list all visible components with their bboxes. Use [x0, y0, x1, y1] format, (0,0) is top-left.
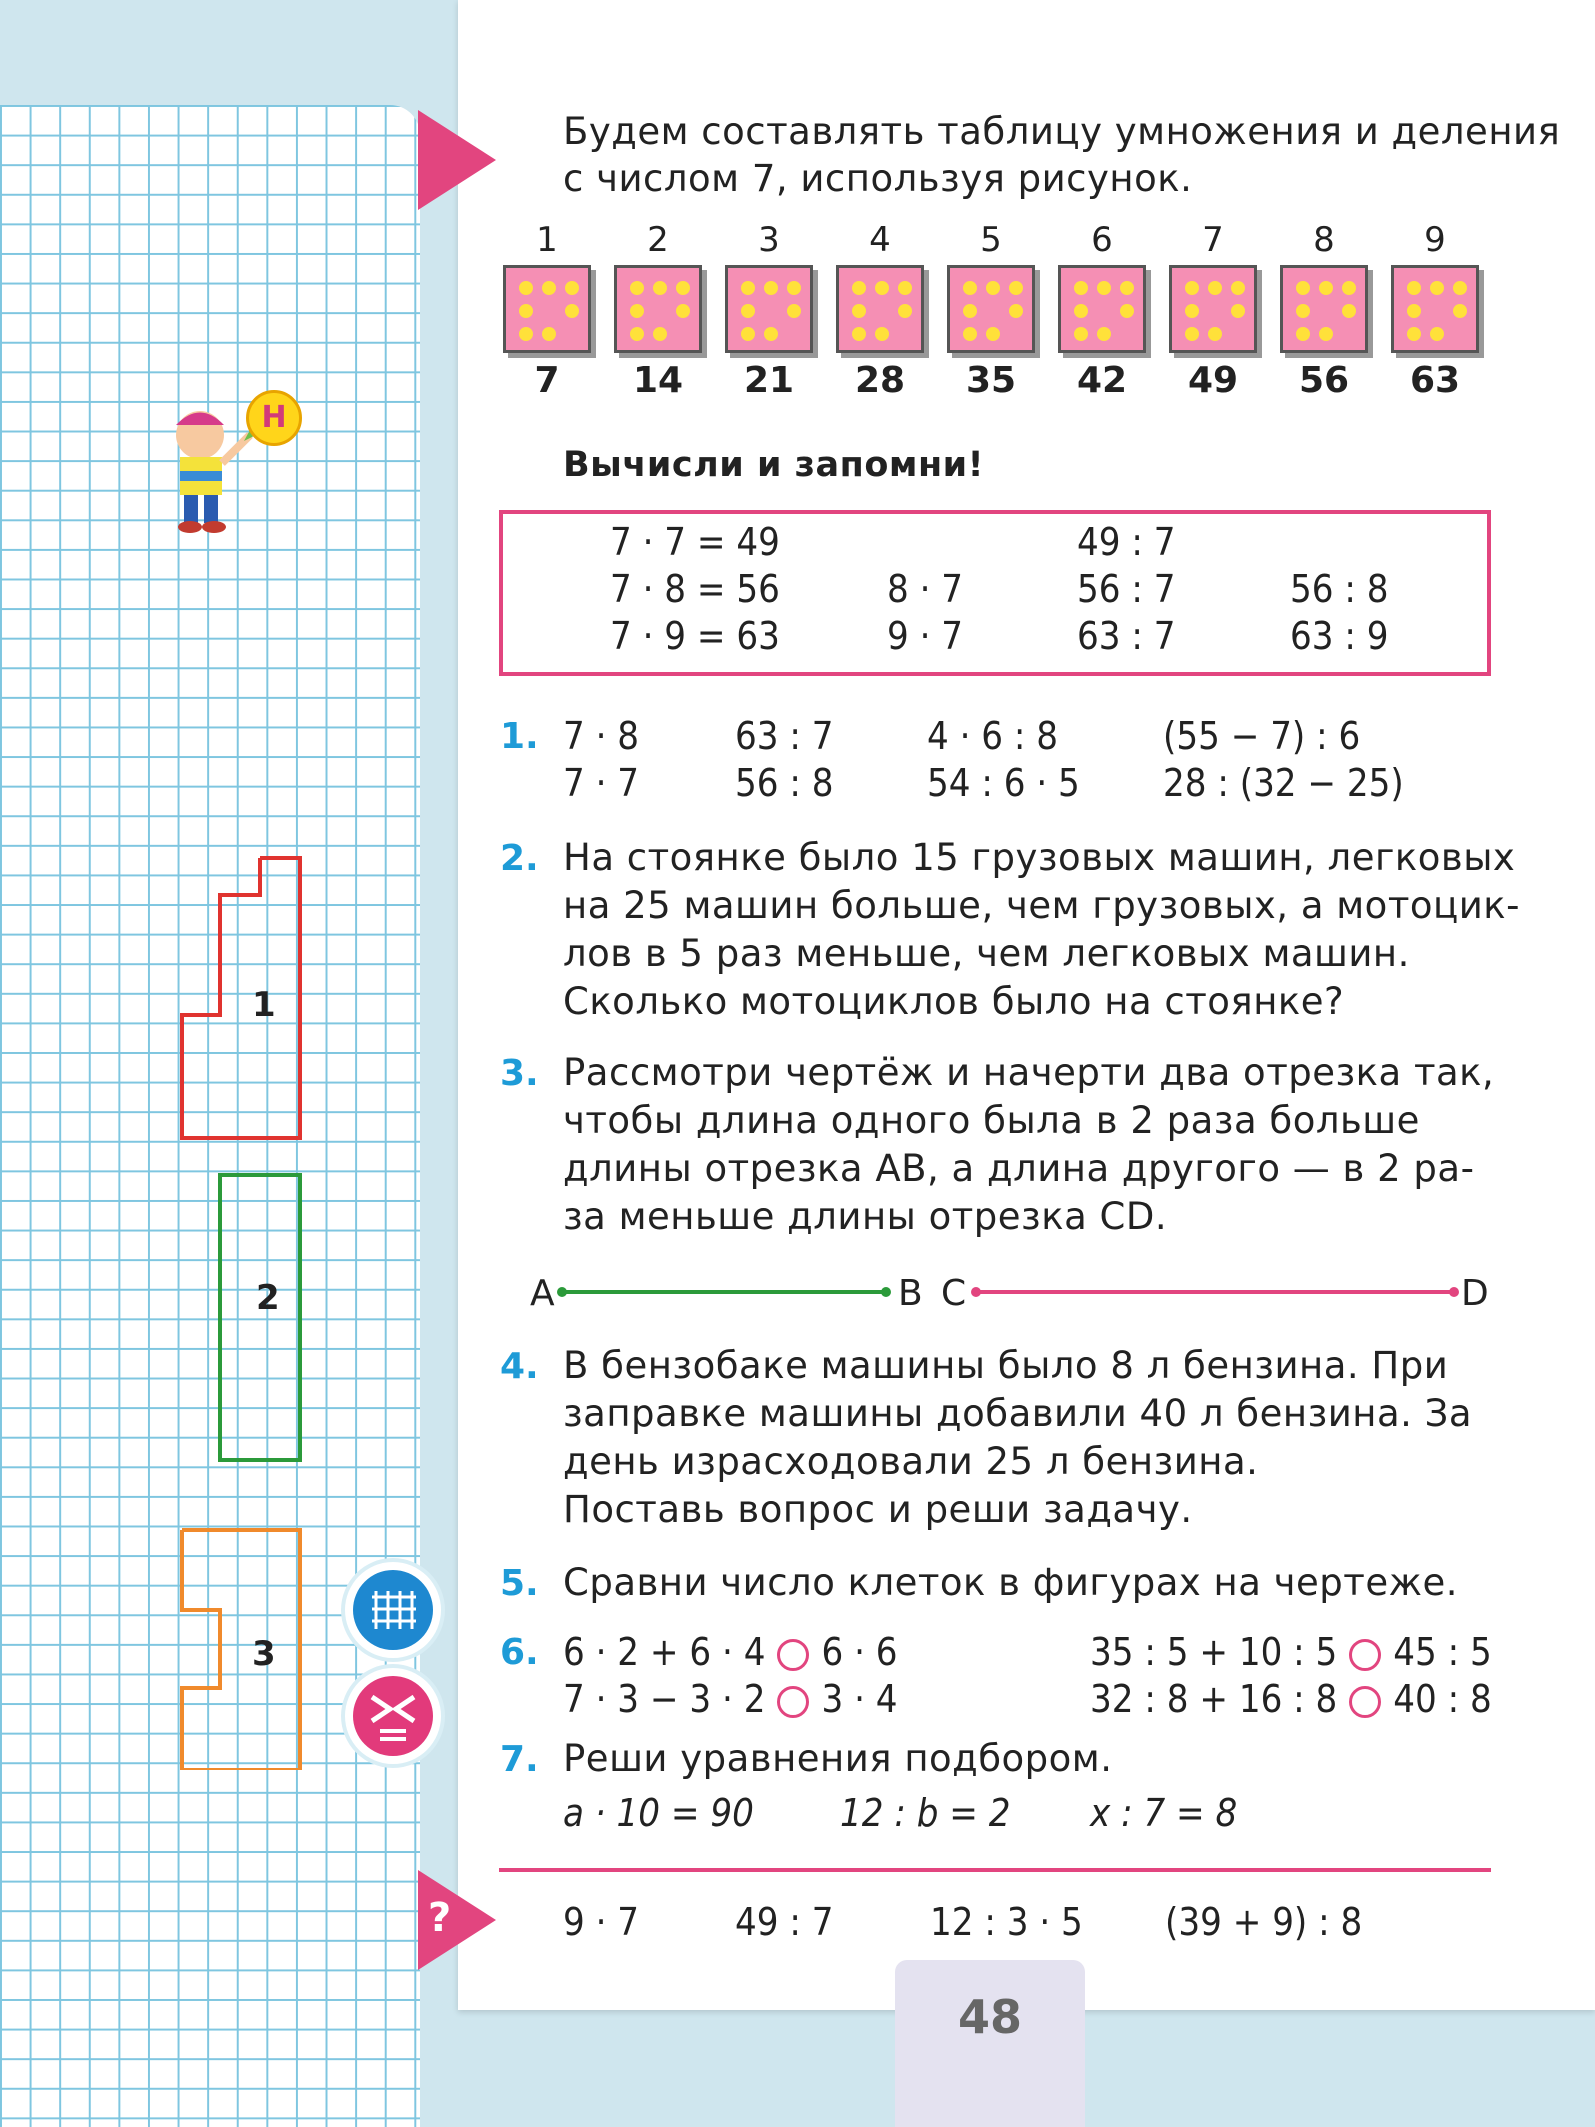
task-6-row-2 — [563, 1677, 898, 1721]
box-c4-r2: 56 : 8 — [1290, 567, 1389, 611]
die-product-label: 56 — [1298, 360, 1350, 401]
die-product-label: 35 — [965, 360, 1017, 401]
task-2-line-4: Сколько мотоциклов было на стоянке? — [563, 980, 1345, 1023]
compare-circle[interactable] — [777, 1686, 809, 1718]
seven-dot-die-icon — [836, 265, 924, 353]
task-4-number: 4. — [500, 1346, 539, 1387]
task-1-r2-d: 28 : (32 − 25) — [1163, 761, 1404, 805]
die-product-label: 7 — [534, 360, 560, 401]
compare-icon[interactable] — [352, 1675, 434, 1757]
box-c3-r3: 63 : 7 — [1077, 614, 1176, 658]
compare-circle[interactable] — [777, 1639, 809, 1671]
task-3-line-1: Рассмотри чертёж и начерти два отрезка так, — [563, 1051, 1495, 1094]
intro-line-1: Будем составлять таблицу умножения и деления — [563, 110, 1561, 153]
box-c3-r1: 49 : 7 — [1077, 520, 1176, 564]
task-2-number: 2. — [500, 838, 539, 879]
figure-1-outline — [182, 858, 300, 1138]
figure-2-label: 2 — [256, 1278, 280, 1318]
die-index-label: 3 — [758, 220, 780, 260]
figure-1-label: 1 — [252, 985, 276, 1025]
die-product-label: 49 — [1187, 360, 1239, 401]
point-d-label: D — [1461, 1273, 1489, 1314]
die-index-label: 7 — [1202, 220, 1224, 260]
task-1-r1-a: 7 · 8 — [563, 714, 640, 758]
task-4-line-4: Поставь вопрос и реши задачу. — [563, 1488, 1193, 1531]
point-b-label: B — [898, 1273, 923, 1314]
compare-circle[interactable] — [1349, 1686, 1381, 1718]
task-6-r4-right: 40 : 8 — [1393, 1677, 1492, 1721]
task-1-r2-a: 7 · 7 — [563, 761, 640, 805]
task-6-r1-left: 6 · 2 + 6 · 4 — [563, 1630, 766, 1674]
die-index-label: 5 — [980, 220, 1002, 260]
task-7-eq-2: 12 : b = 2 — [840, 1791, 1011, 1835]
figure-3-outline — [182, 1530, 300, 1770]
box-c1-r1: 7 · 7 = 49 — [610, 520, 780, 564]
task-6-row-1 — [563, 1630, 898, 1674]
die-index-label: 2 — [647, 220, 669, 260]
bottom-expr-2: 49 : 7 — [735, 1900, 834, 1944]
die-index-label: 4 — [869, 220, 891, 260]
die-index-label: 1 — [536, 220, 558, 260]
die-index-label: 9 — [1424, 220, 1446, 260]
bottom-expr-4: (39 + 9) : 8 — [1165, 1900, 1363, 1944]
seven-dot-die-icon — [1391, 265, 1479, 353]
task-6-number: 6. — [500, 1632, 539, 1673]
seven-dot-die-icon — [725, 265, 813, 353]
seven-dot-die-icon — [947, 265, 1035, 353]
task-5-text: Сравни число клеток в фигурах на чертеже. — [563, 1561, 1458, 1604]
task-6-row-4 — [1090, 1677, 1492, 1721]
task-4-line-1: В бензобаке машины было 8 л бензина. При — [563, 1344, 1449, 1387]
task-1-number: 1. — [500, 716, 539, 757]
task-6-row-3 — [1090, 1630, 1492, 1674]
task-7-text: Реши уравнения подбором. — [563, 1737, 1113, 1780]
task-6-r1-right: 6 · 6 — [821, 1630, 898, 1674]
seven-dot-die-icon — [1169, 265, 1257, 353]
task-2-line-2: на 25 машин больше, чем грузовых, а мотоцик- — [563, 884, 1520, 927]
task-1-r2-b: 56 : 8 — [735, 761, 834, 805]
die-index-label: 8 — [1313, 220, 1335, 260]
task-6-r3-left: 35 : 5 + 10 : 5 — [1090, 1630, 1338, 1674]
task-6-r2-left: 7 · 3 − 3 · 2 — [563, 1677, 766, 1721]
point-c-label: C — [941, 1273, 967, 1314]
task-1-r2-c: 54 : 6 · 5 — [927, 761, 1080, 805]
task-2-line-3: лов в 5 раз меньше, чем легковых машин. — [563, 932, 1410, 975]
die-product-label: 14 — [632, 360, 684, 401]
task-6-r3-right: 45 : 5 — [1393, 1630, 1492, 1674]
seven-dot-die-icon — [1280, 265, 1368, 353]
task-7-eq-3: x : 7 = 8 — [1090, 1791, 1238, 1835]
task-4-line-2: заправке машины добавили 40 л бензина. За — [563, 1392, 1473, 1435]
task-7-eq-1: a · 10 = 90 — [563, 1791, 754, 1835]
task-3-line-4: за меньше длины отрезка CD. — [563, 1195, 1168, 1238]
task-3-line-3: длины отрезка AB, а длина другого — в 2 ра- — [563, 1147, 1475, 1190]
task-5-number: 5. — [500, 1563, 539, 1604]
die-product-label: 28 — [854, 360, 906, 401]
die-product-label: 63 — [1409, 360, 1461, 401]
task-4-line-3: день израсходовали 25 л бензина. — [563, 1440, 1259, 1483]
task-6-r4-left: 32 : 8 + 16 : 8 — [1090, 1677, 1338, 1721]
box-c3-r2: 56 : 7 — [1077, 567, 1176, 611]
intro-pointer-icon — [418, 110, 496, 210]
point-a-label: A — [530, 1273, 555, 1314]
seven-dot-die-icon — [1058, 265, 1146, 353]
task-3-line-2: чтобы длина одного была в 2 раза больше — [563, 1099, 1420, 1142]
figure-3-label: 3 — [252, 1634, 276, 1674]
seven-dot-die-icon — [503, 265, 591, 353]
segments-drawing — [550, 1280, 1470, 1310]
question-mark: ? — [428, 1895, 452, 1941]
task-1-r1-b: 63 : 7 — [735, 714, 834, 758]
grid-view-icon[interactable] — [352, 1569, 434, 1651]
task-2-line-1: На стоянке было 15 грузовых машин, легковых — [563, 836, 1516, 879]
task-6-r2-right: 3 · 4 — [821, 1677, 898, 1721]
page-number: 48 — [957, 1990, 1022, 2044]
task-7-number: 7. — [500, 1739, 539, 1780]
task-1-r1-c: 4 · 6 : 8 — [927, 714, 1059, 758]
compute-title: Вычисли и запомни! — [563, 445, 985, 485]
section-divider — [499, 1868, 1491, 1872]
die-product-label: 42 — [1076, 360, 1128, 401]
seven-dot-die-icon — [614, 265, 702, 353]
figures-drawing — [170, 850, 320, 1770]
die-product-label: 21 — [743, 360, 795, 401]
task-3-number: 3. — [500, 1053, 539, 1094]
box-c2-r3: 9 · 7 — [887, 614, 964, 658]
bottom-expr-1: 9 · 7 — [563, 1900, 640, 1944]
task-1-r1-d: (55 − 7) : 6 — [1163, 714, 1361, 758]
hint-badge: Н — [246, 390, 302, 446]
intro-line-2: с числом 7, используя рисунок. — [563, 157, 1193, 200]
box-c4-r3: 63 : 9 — [1290, 614, 1389, 658]
box-c2-r2: 8 · 7 — [887, 567, 964, 611]
box-c1-r2: 7 · 8 = 56 — [610, 567, 780, 611]
compare-circle[interactable] — [1349, 1639, 1381, 1671]
bottom-expr-3: 12 : 3 · 5 — [930, 1900, 1083, 1944]
box-c1-r3: 7 · 9 = 63 — [610, 614, 780, 658]
die-index-label: 6 — [1091, 220, 1113, 260]
